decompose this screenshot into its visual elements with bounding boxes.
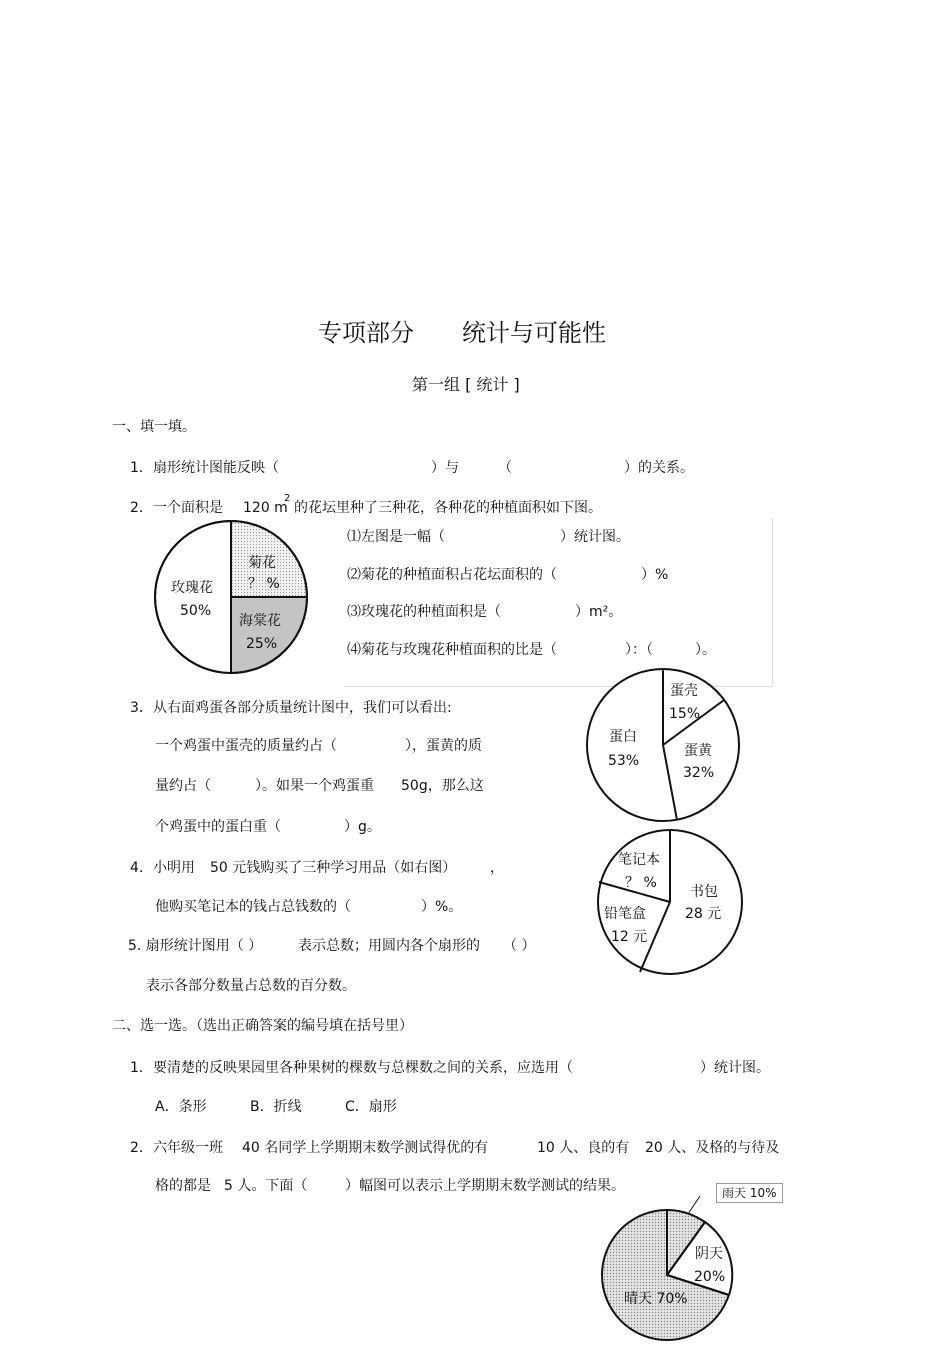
s2-q2-number: 2． <box>130 1140 153 1156</box>
q4-line2a: 他购买笔记本的钱占总钱数的（ <box>155 899 351 915</box>
q1-end: ）的关系。 <box>624 460 694 476</box>
label-egg-white: 蛋白 <box>609 729 637 745</box>
q2-area: 120 m <box>243 500 288 516</box>
s2-q2-line1d: 20 人、及格的与待及 <box>645 1140 780 1156</box>
q2-sub4-end: ）。 <box>695 642 716 658</box>
page-title-part1: 专项部分 <box>318 319 414 347</box>
s2-q2-line2a: 格的都是 <box>155 1178 211 1194</box>
label-egg-white-pct: 53% <box>608 753 640 769</box>
label-rainy-box: 雨天 10% <box>716 1183 783 1203</box>
section2-heading: 二、选一选。（选出正确答案的编号填在括号里） <box>112 1018 413 1034</box>
page-subtitle: 第一组 [ 统计 ] <box>412 375 520 394</box>
q2-sub3: ⑶玫瑰花的种植面积是（ <box>347 604 501 620</box>
q3-line2a: 一个鸡蛋中蛋壳的质量约占（ <box>155 738 337 754</box>
label-bag-value: 28 元 <box>685 906 722 922</box>
q4-number: 4． <box>130 860 153 876</box>
label-shell: 蛋壳 <box>670 683 698 699</box>
q2-sub4-mid: ）：（ <box>625 642 653 658</box>
s2-q1-text: 要清楚的反映果园里各种果树的棵数与总棵数之间的关系，应选用（ <box>153 1060 573 1076</box>
label-cloudy: 阴天 <box>695 1246 723 1262</box>
supplies-pie-chart <box>598 830 742 974</box>
label-shell-pct: 15% <box>669 706 701 722</box>
label-notebook-pct: ？ % <box>625 875 657 891</box>
pie-slice-begonia <box>231 597 307 673</box>
q2-sub4: ⑷菊花与玫瑰花种植面积的比是（ <box>347 642 557 658</box>
q3-line1: 从右面鸡蛋各部分质量统计图中，我们可以看出: <box>153 700 452 716</box>
label-begonia-pct: 25% <box>246 636 278 652</box>
q3-line3c: 50g，那么这 <box>401 778 484 794</box>
s2-q2-line1c: 10 人、良的有 <box>537 1140 630 1156</box>
q2-number: 2． <box>130 500 153 516</box>
s2-q2-line1a: 六年级一班 <box>153 1140 223 1156</box>
q2-sub2: ⑵菊花的种植面积占花坛面积的（ <box>347 567 557 583</box>
q2-text-b: 的花坛里种了三种花，各种花的种植面积如下图。 <box>294 500 602 516</box>
s2-q2-line1b: 40 名同学上学期期末数学测试得优的有 <box>242 1140 489 1156</box>
label-rose-pct: 50% <box>180 603 212 619</box>
label-notebook: 笔记本 <box>618 852 660 868</box>
q4-comma: ， <box>490 860 504 876</box>
page-title-part2: 统计与可能性 <box>462 319 606 347</box>
q1-paren: （ <box>498 460 512 476</box>
q2-sub1-end: ）统计图。 <box>560 529 630 545</box>
label-chrysanthemum: 菊花 <box>248 555 276 571</box>
q3-number: 3． <box>130 700 153 716</box>
label-rose: 玫瑰花 <box>171 580 213 596</box>
q4-line2b: ）%。 <box>421 899 463 915</box>
q1-text: 扇形统计图能反映（ <box>153 460 279 476</box>
q3-line4a: 个鸡蛋中的蛋白重（ <box>155 819 281 835</box>
weather-pie-chart <box>602 1196 732 1340</box>
q2-area-sup: 2 <box>284 493 291 504</box>
label-sunny: 晴天 70% <box>624 1291 688 1307</box>
q5-line1b: 表示总数；用圆内各个扇形的 <box>298 938 480 954</box>
q3-line3b: ）。如果一个鸡蛋重 <box>255 778 374 794</box>
s2-q1-number: 1． <box>130 1060 153 1076</box>
label-begonia: 海棠花 <box>239 613 281 629</box>
s2-q2-line2b: 5 人。下面（ <box>224 1178 308 1194</box>
q2-text-a: 一个面积是 <box>153 500 223 516</box>
q2-sub3-end: ）m²。 <box>575 604 623 620</box>
label-cloudy-pct: 20% <box>694 1269 726 1285</box>
flower-pie-chart <box>155 521 307 673</box>
s2-q1-option-a: A．条形 <box>155 1099 207 1115</box>
q3-line3a: 量约占（ <box>155 778 211 794</box>
q5-line1c: （ ） <box>503 938 536 954</box>
q2-sub1: ⑴左图是一幅（ <box>347 529 445 545</box>
q1-mid: ）与 <box>431 460 459 476</box>
pie-slice-rose <box>155 521 231 673</box>
label-pencil-case-value: 12 元 <box>611 929 648 945</box>
label-bag: 书包 <box>690 884 718 900</box>
label-yolk-pct: 32% <box>683 765 715 781</box>
q3-line4b: ）g。 <box>344 819 381 835</box>
q4-line1a: 小明用 <box>153 860 195 876</box>
q5-line1a: 5. 扇形统计图用（ ） <box>128 938 263 954</box>
s2-q1-option-b: B．折线 <box>250 1099 302 1115</box>
label-chrysanthemum-pct: ？ % <box>248 576 280 592</box>
q2-sub2-end: ）% <box>641 567 669 583</box>
label-pencil-case: 铅笔盒 <box>604 906 646 922</box>
egg-pie-chart <box>587 669 739 821</box>
s2-q1-end: ）统计图。 <box>700 1060 770 1076</box>
q5-line2: 表示各部分数量占总数的百分数。 <box>146 978 356 994</box>
q4-line1b: 50 元钱购买了三种学习用品（如右图） <box>210 860 457 876</box>
label-yolk: 蛋黄 <box>684 743 712 759</box>
s2-q2-line2c: ）幅图可以表示上学期期末数学测试的结果。 <box>345 1178 625 1194</box>
section1-heading: 一、填一填。 <box>112 419 196 435</box>
q3-line2b: ），蛋黄的质 <box>405 738 482 754</box>
q1-number: 1． <box>130 460 153 476</box>
s2-q1-option-c: C．扇形 <box>345 1099 397 1115</box>
